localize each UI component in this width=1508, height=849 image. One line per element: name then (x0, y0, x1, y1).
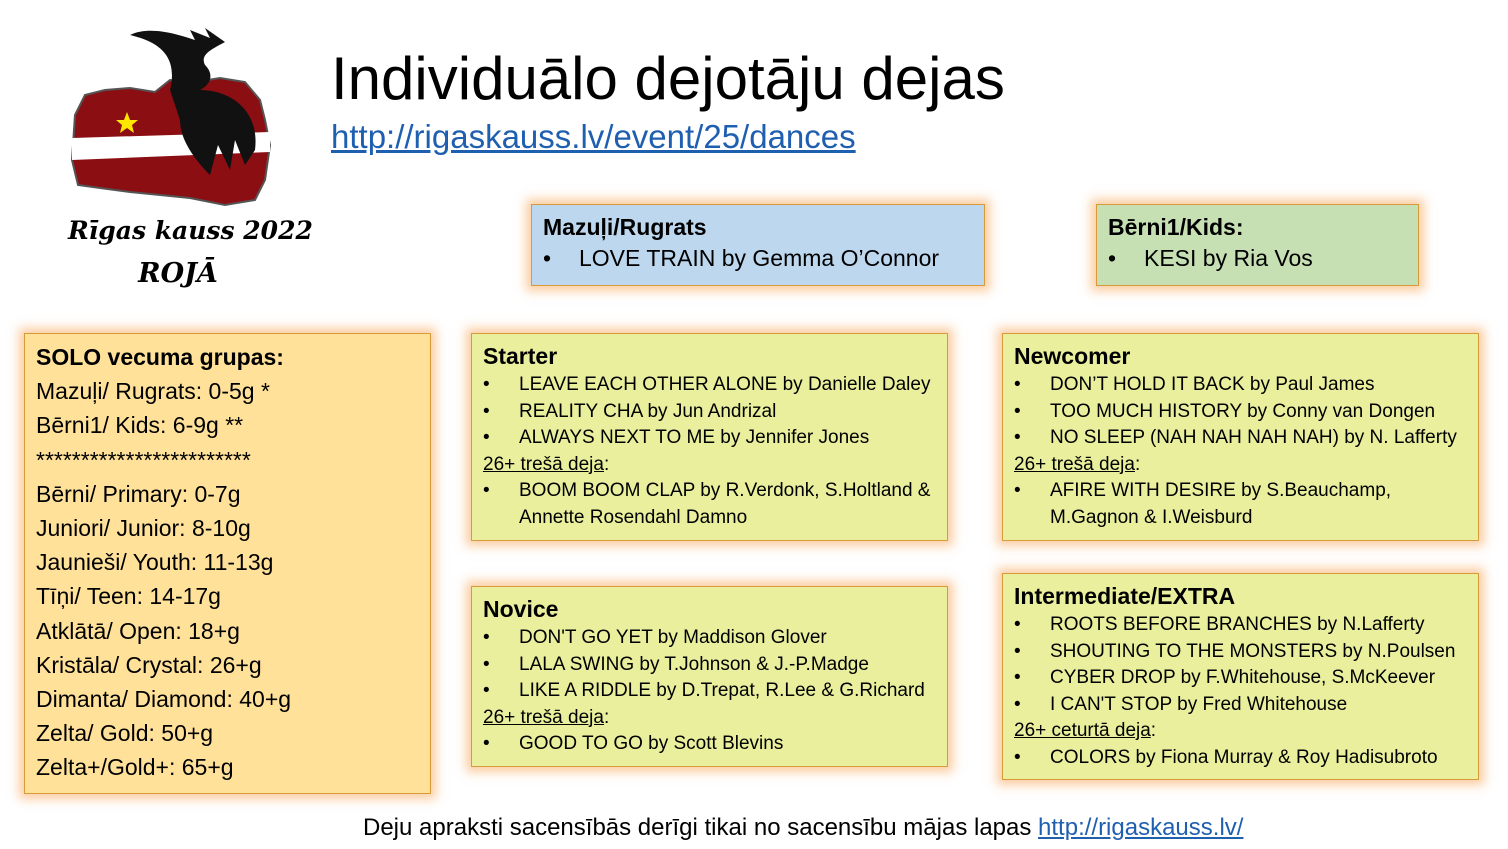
list-item: • DON'T GO YET by Maddison Glover (483, 625, 936, 652)
home-page-link[interactable]: http://rigaskauss.lv/ (1038, 814, 1244, 841)
label-colon: : (1134, 453, 1141, 475)
solo-heading: SOLO vecuma grupas: (36, 344, 284, 370)
age-group-line: Mazuļi/ Rugrats: 0-5g * (36, 378, 270, 405)
extra-dance-label (1014, 452, 1467, 479)
footer-text: Deju apraksti sacensībās derīgi tikai no sacensību mājas lapas (363, 814, 1039, 841)
novice-extra-list (483, 731, 936, 758)
rugrats-title: Mazuļi/Rugrats (543, 214, 707, 240)
starter-dance-list (483, 372, 936, 452)
intermediate-dance-list (1014, 612, 1467, 718)
label-colon: : (603, 706, 610, 728)
list-item: • I CAN'T STOP by Fred Whitehouse (1014, 692, 1467, 719)
list-item: • COLORS by Fiona Murray & Roy Hadisubroto (1014, 745, 1467, 772)
dances-link[interactable]: http://rigaskauss.lv/event/25/dances (331, 118, 856, 155)
extra-dance-label (483, 452, 936, 479)
page-title: Individuālo dejotāju dejas (331, 45, 1005, 112)
newcomer-extra-list (1014, 478, 1467, 531)
list-item: • ROOTS BEFORE BRANCHES by N.Lafferty (1014, 612, 1467, 639)
latvia-map-rooster-graphic (60, 20, 290, 220)
list-item: • KESI by Ria Vos (1108, 243, 1407, 273)
list-item: • DON’T HOLD IT BACK by Paul James (1014, 372, 1467, 399)
age-group-line: Juniori/ Junior: 8-10g (36, 515, 251, 542)
list-item: • LEAVE EACH OTHER ALONE by Danielle Daley (483, 372, 936, 399)
list-item: • CYBER DROP by F.Whitehouse, S.McKeever (1014, 665, 1467, 692)
list-item: • REALITY CHA by Jun Andrizal (483, 399, 936, 426)
newcomer-dance-list (1014, 372, 1467, 452)
novice-dance-box (471, 586, 948, 767)
age-group-line: Zelta+/Gold+: 65+g (36, 754, 234, 781)
solo-age-groups-box (24, 333, 431, 794)
kids-dance-list (1108, 243, 1407, 273)
event-logo (60, 20, 313, 300)
kids-title: Bērni1/Kids: (1108, 214, 1244, 240)
novice-dance-list (483, 625, 936, 705)
starter-extra-list (483, 478, 936, 531)
age-group-line: Dimanta/ Diamond: 40+g (36, 686, 292, 713)
extra-dance-label-text: 26+ trešā deja (483, 706, 604, 728)
novice-title: Novice (483, 596, 559, 622)
newcomer-dance-box (1002, 333, 1479, 541)
age-group-line: Tīņi/ Teen: 14-17g (36, 583, 221, 610)
age-group-line: Jaunieši/ Youth: 11-13g (36, 549, 274, 576)
list-item: • AFIRE WITH DESIRE by S.Beauchamp, M.Gagnon & I.Weisburd (1014, 478, 1467, 531)
kids-dance-box (1096, 204, 1419, 286)
rugrats-dance-box (531, 204, 985, 286)
list-item: • LALA SWING by T.Johnson & J.-P.Madge (483, 652, 936, 679)
list-item: • ALWAYS NEXT TO ME by Jennifer Jones (483, 425, 936, 452)
label-colon: : (603, 453, 610, 475)
extra-dance-label-text: 26+ trešā deja (1014, 453, 1135, 475)
newcomer-title: Newcomer (1014, 343, 1131, 369)
footer-note (363, 814, 1243, 842)
extra-dance-label (483, 705, 936, 732)
extra-dance-label-text: 26+ ceturtā deja (1014, 720, 1151, 741)
age-group-line: Atklātā/ Open: 18+g (36, 617, 240, 644)
age-group-line: Zelta/ Gold: 50+g (36, 720, 214, 747)
age-group-line: Kristāla/ Crystal: 26+g (36, 651, 262, 678)
separator-line: ************************ (36, 446, 251, 473)
age-group-line: Bērni1/ Kids: 6-9g ** (36, 412, 244, 439)
list-item: • LOVE TRAIN by Gemma O’Connor (543, 243, 973, 273)
intermediate-dance-box (1002, 573, 1479, 780)
extra-dance-label-text: 26+ trešā deja (483, 453, 604, 475)
extra-dance-label (1014, 718, 1467, 745)
starter-title: Starter (483, 343, 558, 369)
list-item: • NO SLEEP (NAH NAH NAH NAH) by N. Lafferty (1014, 425, 1467, 452)
list-item: • SHOUTING TO THE MONSTERS by N.Poulsen (1014, 639, 1467, 666)
label-colon: : (1150, 720, 1157, 741)
list-item: • BOOM BOOM CLAP by R.Verdonk, S.Holtland & Annette Rosendahl Damno (483, 478, 936, 531)
list-item: • LIKE A RIDDLE by D.Trepat, R.Lee & G.Richard (483, 678, 936, 705)
intermediate-extra-list (1014, 745, 1467, 772)
logo-location: ROJĀ (138, 258, 218, 289)
list-item: • GOOD TO GO by Scott Blevins (483, 731, 936, 758)
rugrats-dance-list (543, 243, 973, 273)
list-item: • TOO MUCH HISTORY by Conny van Dongen (1014, 399, 1467, 426)
logo-title: Rīgas kauss 2022 (68, 216, 313, 245)
starter-dance-box (471, 333, 948, 541)
age-group-line: Bērni/ Primary: 0-7g (36, 480, 241, 507)
intermediate-title: Intermediate/EXTRA (1014, 583, 1236, 609)
